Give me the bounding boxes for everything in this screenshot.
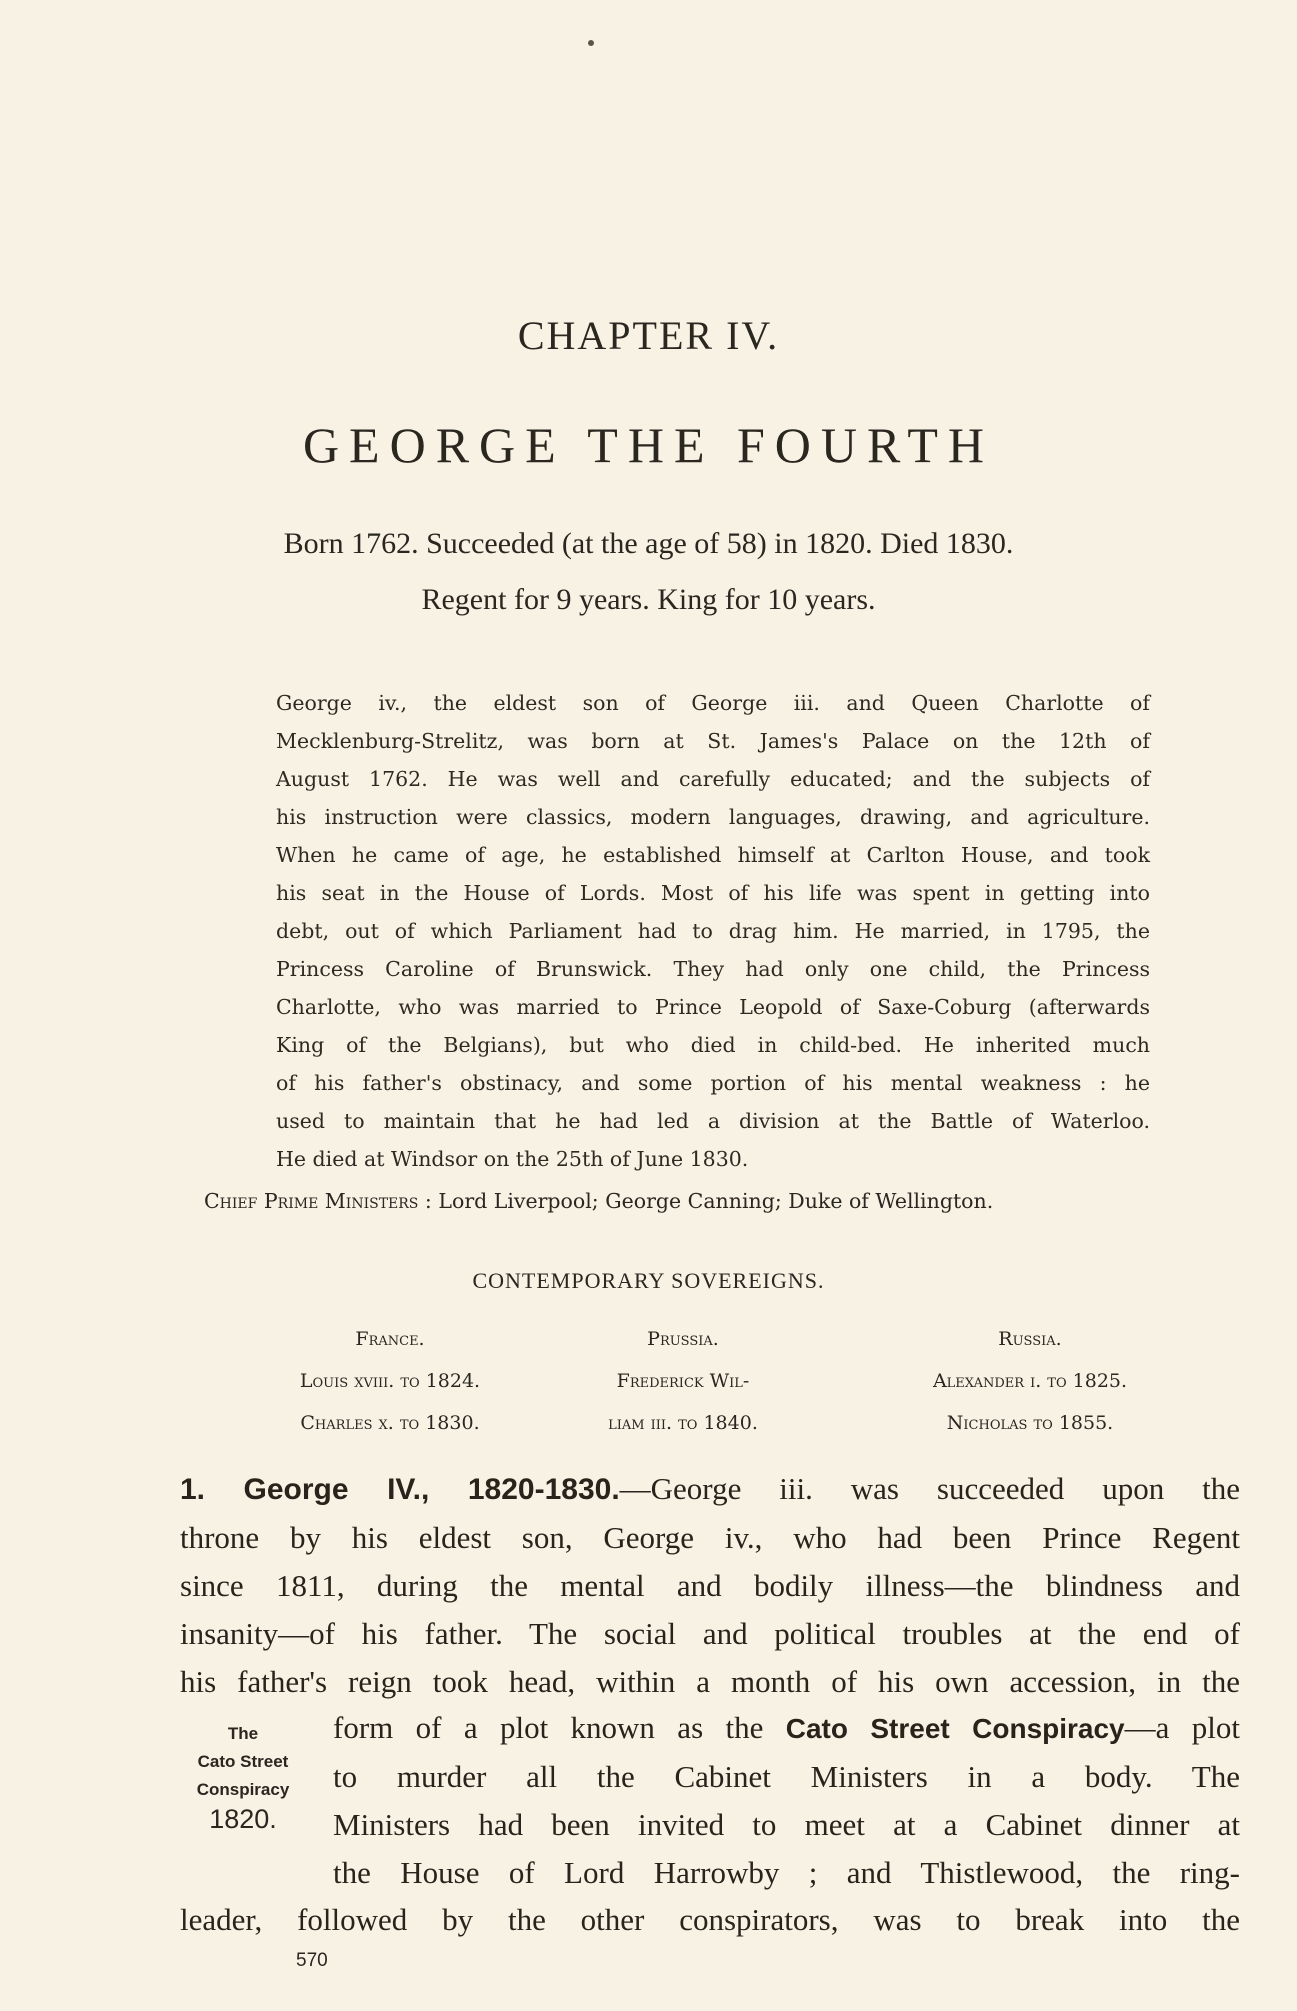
margin-note-year: 1820. bbox=[209, 1804, 277, 1834]
cato-street-conspiracy: Cato Street Conspiracy bbox=[785, 1713, 1125, 1744]
sovereign-entry: Alexander i. to 1825. bbox=[932, 1370, 1128, 1392]
column-heading: France. bbox=[355, 1328, 425, 1350]
sovereign-entry: Louis xviii. to 1824. bbox=[299, 1370, 481, 1392]
bio-line: of his father's obstinacy, and some portion of his mental weakness : he bbox=[276, 1071, 1150, 1095]
bio-line: debt, out of which Parliament had to drag him. He married, in 1795, the bbox=[276, 919, 1150, 943]
sovereign-entry: Nicholas to 1855. bbox=[946, 1412, 1114, 1434]
sovereigns-column-france bbox=[240, 1318, 540, 1444]
chief-ministers bbox=[204, 1189, 1204, 1213]
section-line: Ministers had been invited to meet at a Cabinet dinner at bbox=[333, 1807, 1240, 1842]
bio-line: August 1762. He was well and carefully educated; and the subjects of bbox=[276, 767, 1150, 791]
reign-summary: Regent for 9 years. King for 10 years. bbox=[421, 583, 876, 616]
section-line-text: —a plot bbox=[1124, 1710, 1240, 1745]
bio-line: Charlotte, who was married to Prince Leopold of Saxe-Coburg (afterwards bbox=[276, 995, 1150, 1019]
bio-line: used to maintain that he had led a division at the Battle of Waterloo. bbox=[276, 1109, 1150, 1133]
column-heading: Russia. bbox=[998, 1328, 1062, 1350]
bio-line: Princess Caroline of Brunswick. They had only one child, the Princess bbox=[276, 957, 1150, 981]
section-line: insanity—of his father. The social and political troubles at the end of bbox=[180, 1616, 1240, 1651]
margin-note-line: Cato Street bbox=[197, 1752, 289, 1771]
ministers-label: Chief Prime Ministers : bbox=[204, 1189, 432, 1213]
margin-note-line: The bbox=[227, 1724, 259, 1743]
section-paragraph bbox=[180, 1465, 1240, 1706]
bio-line: King of the Belgians), but who died in child-bed. He inherited much bbox=[276, 1033, 1150, 1057]
chapter-title: GEORGE THE FOURTH bbox=[302, 417, 995, 473]
section-line: to murder all the Cabinet Ministers in a body. The bbox=[333, 1759, 1240, 1794]
section-line: throne by his eldest son, George iv., who had been Prince Regent bbox=[180, 1520, 1240, 1555]
sovereigns-column-russia bbox=[860, 1318, 1200, 1444]
section-paragraph-indented bbox=[333, 1704, 1240, 1897]
section-line bbox=[180, 1465, 1240, 1514]
section-paragraph-continued bbox=[180, 1896, 1240, 1944]
section-line: leader, followed by the other conspirators, was to break into the bbox=[180, 1902, 1240, 1937]
chapter-number: CHAPTER IV. bbox=[517, 313, 780, 358]
ministers-names: Lord Liverpool; George Canning; Duke of Wellington. bbox=[438, 1189, 994, 1213]
lifeline: Born 1762. Succeeded (at the age of 58) in 1820. Died 1830. bbox=[283, 527, 1014, 560]
section-line bbox=[333, 1704, 1240, 1753]
bio-line: Mecklenburg-Strelitz, was born at St. James's Palace on the 12th of bbox=[276, 729, 1150, 753]
bio-line: his instruction were classics, modern languages, drawing, and agriculture. bbox=[276, 805, 1150, 829]
print-speck bbox=[588, 40, 594, 46]
biography-paragraph bbox=[276, 684, 1150, 1178]
section-line-text: —George iii. was succeeded upon the bbox=[619, 1471, 1240, 1506]
section-heading: 1. George IV., 1820-1830. bbox=[180, 1473, 620, 1506]
column-heading: Prussia. bbox=[647, 1328, 719, 1350]
bio-line: He died at Windsor on the 25th of June 1830. bbox=[276, 1147, 749, 1171]
section-line: the House of Lord Harrowby ; and Thistlewood, the ring- bbox=[333, 1855, 1240, 1890]
sovereign-entry: Frederick Wil- bbox=[616, 1370, 750, 1392]
sovereigns-column-prussia bbox=[548, 1318, 818, 1444]
bio-line: his seat in the House of Lords. Most of his life was spent in getting into bbox=[276, 881, 1150, 905]
bio-line: When he came of age, he established himself at Carlton House, and took bbox=[276, 843, 1150, 867]
page-number: 570 bbox=[296, 1950, 328, 1971]
margin-note-line: Conspiracy bbox=[196, 1780, 290, 1799]
sovereign-entry: liam iii. to 1840. bbox=[608, 1412, 758, 1434]
bio-line: George iv., the eldest son of George iii. and Queen Charlotte of bbox=[276, 691, 1150, 715]
section-line-text: form of a plot known as the bbox=[333, 1710, 786, 1745]
section-line: since 1811, during the mental and bodily illness—the blindness and bbox=[180, 1568, 1240, 1603]
sovereigns-heading: CONTEMPORARY SOVEREIGNS. bbox=[472, 1268, 825, 1293]
sovereign-entry: Charles x. to 1830. bbox=[300, 1412, 480, 1434]
section-line: his father's reign took head, within a month of his own accession, in the bbox=[180, 1664, 1240, 1699]
margin-note bbox=[168, 1720, 318, 1834]
